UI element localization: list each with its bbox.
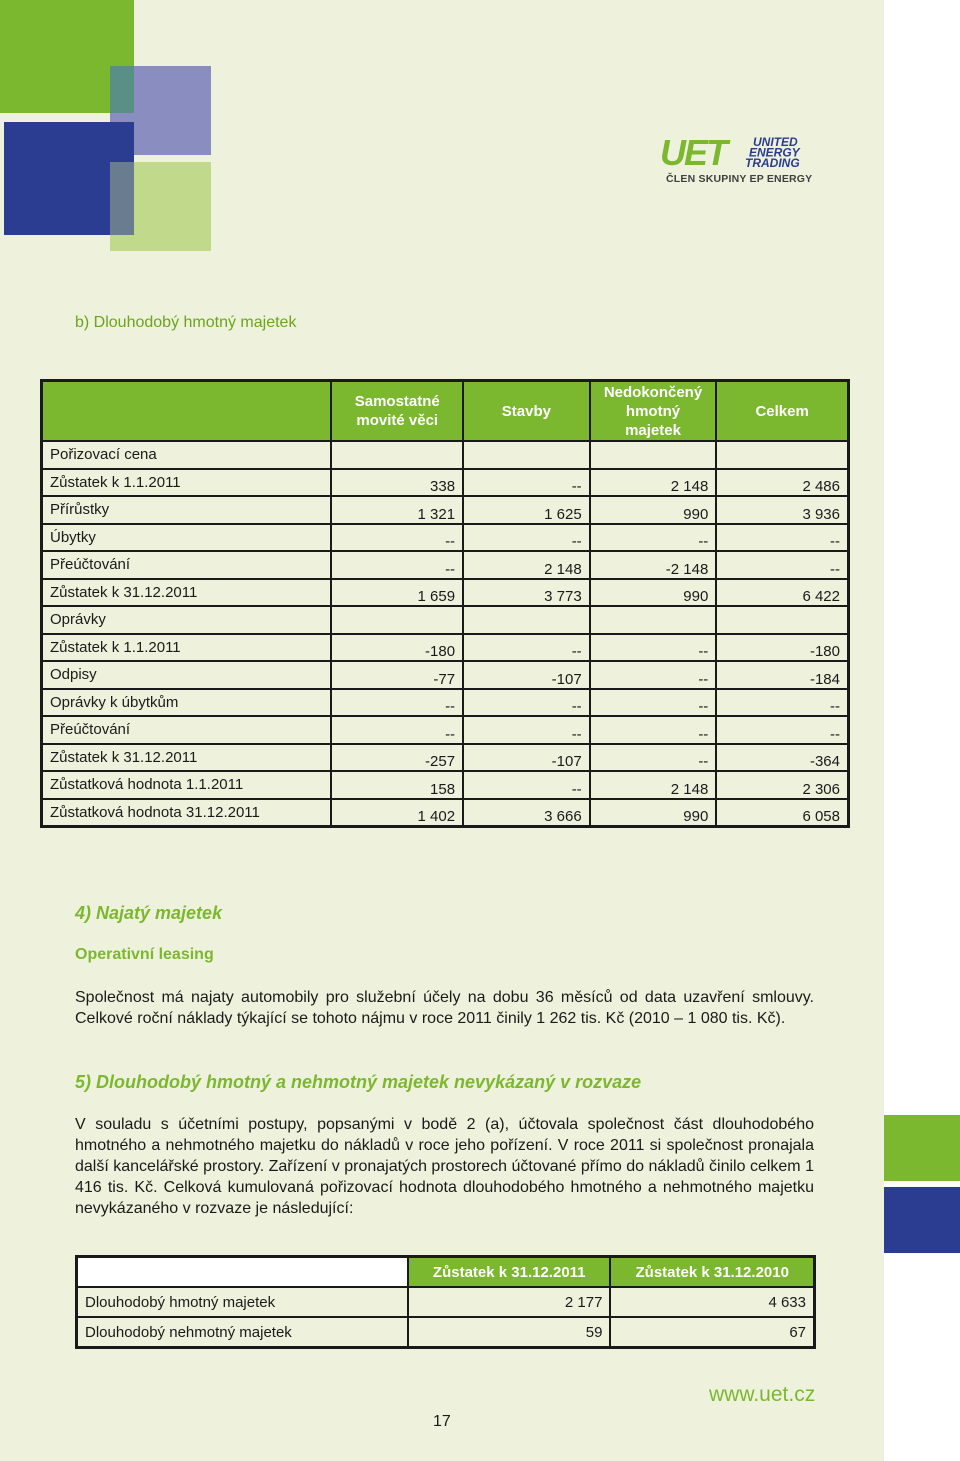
table-cell	[331, 606, 463, 634]
table-header-cell: Stavby	[463, 381, 590, 442]
table-row	[77, 1317, 815, 1348]
row-label: Zůstatek k 31.12.2011	[42, 744, 332, 772]
table-cell: --	[716, 551, 848, 579]
table-cell: 67	[610, 1317, 814, 1348]
section-4-title: 4) Najatý majetek	[75, 903, 223, 923]
section-4-subtitle: Operativní leasing	[75, 946, 214, 963]
table-cell	[716, 441, 848, 469]
table-cell: 2 148	[463, 551, 590, 579]
table-header-cell: Zůstatek k 31.12.2011	[408, 1257, 610, 1288]
table-row	[42, 606, 849, 634]
table-cell: 990	[590, 579, 717, 607]
table-cell: --	[590, 744, 717, 772]
table-cell: 3 936	[716, 496, 848, 524]
table-cell: --	[590, 634, 717, 662]
table-cell: --	[590, 661, 717, 689]
table-cell: 6 422	[716, 579, 848, 607]
logo-brand: UET	[660, 134, 726, 173]
section-b-title: b) Dlouhodobý hmotný majetek	[75, 314, 297, 331]
table-row	[42, 689, 849, 717]
table-row	[42, 441, 849, 469]
fixed-assets-table	[40, 379, 850, 828]
row-label: Odpisy	[42, 661, 332, 689]
table-cell: -180	[716, 634, 848, 662]
table-row	[42, 771, 849, 799]
section-4-text: Společnost má najaty automobily pro služební účely na dobu 36 měsíců od data uzavření smlouvy. Celkové roční náklady týkající se tohoto nájmu v roce 2011 činily 1 262 tis. Kč (2010 – 1 080 tis. Kč).	[75, 989, 814, 1027]
row-label: Zůstatek k 1.1.2011	[42, 469, 332, 497]
table-cell: -184	[716, 661, 848, 689]
table-cell	[463, 606, 590, 634]
row-label: Přeúčtování	[42, 716, 332, 744]
table-cell: --	[331, 689, 463, 717]
deco-right-blue-square	[884, 1187, 960, 1253]
table-cell	[463, 441, 590, 469]
table-row	[42, 579, 849, 607]
table-cell: 1 402	[331, 799, 463, 827]
table-cell: 990	[590, 799, 717, 827]
table-cell: -257	[331, 744, 463, 772]
table-header-row	[77, 1257, 815, 1288]
table-cell	[716, 606, 848, 634]
row-label: Dlouhodobý nehmotný majetek	[77, 1317, 409, 1348]
page-number: 17	[433, 1413, 451, 1430]
table-cell: 1 659	[331, 579, 463, 607]
table-cell: --	[463, 716, 590, 744]
row-label: Pořizovací cena	[42, 441, 332, 469]
row-label: Oprávky	[42, 606, 332, 634]
table-cell	[331, 441, 463, 469]
table-row	[42, 496, 849, 524]
table-cell: 59	[408, 1317, 610, 1348]
row-label: Přeúčtování	[42, 551, 332, 579]
table-cell: --	[590, 524, 717, 552]
table-cell: --	[463, 634, 590, 662]
website-url[interactable]: www.uet.cz	[709, 1383, 816, 1406]
table-cell: --	[716, 689, 848, 717]
table-cell: -77	[331, 661, 463, 689]
off-balance-table	[75, 1255, 816, 1349]
table-cell: -107	[463, 661, 590, 689]
table-cell: 1 321	[331, 496, 463, 524]
table-header-cell: Nedokončený hmotný majetek	[590, 381, 717, 442]
table-header-cell: Zůstatek k 31.12.2010	[610, 1257, 814, 1288]
section-5-text: V souladu s účetními postupy, popsanými v bodě 2 (a), účtovala společnost část dlouhodobého hmotného a nehmotného majetku do nákladů v roce jeho pořízení. V roce 2011 si společnost pronajala další kancelářské prostory. Zařízení v pronajatých prostorech účtované přímo do nákladů činilo celkem 1 416 tis. Kč. Celková kumulovaná pořizovací hodnota dlouhodobého hmotného a nehmotného majetku nevykázaného v rozvaze je následující:	[75, 1116, 814, 1217]
table-cell: 3 666	[463, 799, 590, 827]
deco-slate-overlap	[110, 162, 134, 235]
table-body	[77, 1287, 815, 1348]
table-cell: --	[331, 551, 463, 579]
table-cell: -364	[716, 744, 848, 772]
table-cell: 3 773	[463, 579, 590, 607]
table-row	[42, 469, 849, 497]
table-cell: --	[331, 524, 463, 552]
logo-name-line2: ENERGY	[749, 145, 800, 160]
row-label: Zůstatek k 31.12.2011	[42, 579, 332, 607]
table-cell: 1 625	[463, 496, 590, 524]
table-header-row	[42, 381, 849, 442]
table-row	[42, 524, 849, 552]
row-label: Úbytky	[42, 524, 332, 552]
logo-name-line3: TRADING	[745, 156, 800, 170]
table-cell: 4 633	[610, 1287, 814, 1317]
table-header-corner	[42, 381, 332, 442]
table-cell: -2 148	[590, 551, 717, 579]
table-cell: --	[590, 689, 717, 717]
table-cell: --	[463, 524, 590, 552]
table-cell: 990	[590, 496, 717, 524]
table-cell: -107	[463, 744, 590, 772]
table-row	[42, 661, 849, 689]
table-header-corner	[77, 1257, 409, 1288]
table-cell: --	[716, 524, 848, 552]
table-body	[42, 441, 849, 827]
table-cell: 2 177	[408, 1287, 610, 1317]
table-cell: 2 148	[590, 771, 717, 799]
deco-right-green-square	[884, 1115, 960, 1181]
row-label: Dlouhodobý hmotný majetek	[77, 1287, 409, 1317]
table-cell: 2 148	[590, 469, 717, 497]
table-header-cell: Celkem	[716, 381, 848, 442]
table-cell: 6 058	[716, 799, 848, 827]
row-label: Zůstatková hodnota 1.1.2011	[42, 771, 332, 799]
table-cell: --	[463, 771, 590, 799]
table-header-cell: Samostatné movité věci	[331, 381, 463, 442]
table-cell: 2 306	[716, 771, 848, 799]
table-cell	[590, 441, 717, 469]
deco-teal-overlap	[110, 66, 134, 113]
table-row	[42, 744, 849, 772]
logo-name-line1: UNITED	[753, 135, 798, 149]
row-label: Zůstatková hodnota 31.12.2011	[42, 799, 332, 827]
table-cell: -180	[331, 634, 463, 662]
table-row	[42, 799, 849, 827]
row-label: Zůstatek k 1.1.2011	[42, 634, 332, 662]
table-cell: --	[590, 716, 717, 744]
logo-subtitle: ČLEN SKUPINY EP ENERGY	[666, 173, 813, 185]
table-row	[42, 716, 849, 744]
table-cell: 338	[331, 469, 463, 497]
section-5-title: 5) Dlouhodobý hmotný a nehmotný majetek nevykázaný v rozvaze	[75, 1072, 642, 1092]
table-row	[42, 634, 849, 662]
table-cell: --	[716, 716, 848, 744]
row-label: Oprávky k úbytkům	[42, 689, 332, 717]
table-cell: --	[331, 716, 463, 744]
table-cell: --	[463, 689, 590, 717]
table-cell: 158	[331, 771, 463, 799]
table-row	[42, 551, 849, 579]
row-label: Přírůstky	[42, 496, 332, 524]
table-row	[77, 1287, 815, 1317]
table-cell: --	[463, 469, 590, 497]
table-cell: 2 486	[716, 469, 848, 497]
table-cell	[590, 606, 717, 634]
